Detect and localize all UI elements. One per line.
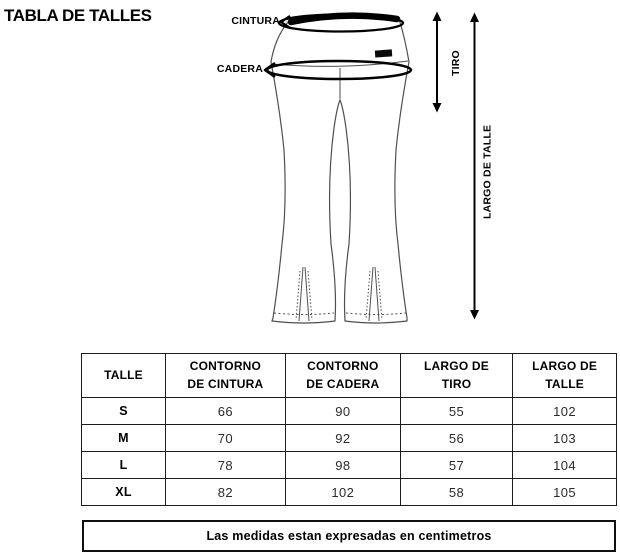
size-table [81,353,617,506]
cell-waist: 66 [165,398,285,425]
cell-rise: 56 [400,425,512,452]
header-line: DE CINTURA [187,376,264,391]
table-row-l [82,452,617,479]
header-line: TALLE [545,376,584,391]
cell-hip: 90 [285,398,400,425]
cell-waist: 82 [165,479,285,506]
cell-hip: 98 [285,452,400,479]
table-row-s [82,398,617,425]
header-line: LARGO DE [532,359,598,374]
cell-size: S [82,398,166,425]
length-label: LARGO DE TALLE [481,124,494,220]
cell-rise: 57 [400,452,512,479]
cell-length: 104 [513,452,617,479]
waist-label: CINTURA [231,15,280,27]
table-row-xl [82,479,617,506]
header-line: TALLE [104,367,143,382]
header-hip [285,354,400,398]
length-measure-arrow-icon [470,13,479,320]
cell-size: XL [82,479,166,506]
header-waist [165,354,285,398]
header-length [513,354,617,398]
cell-hip: 102 [285,479,400,506]
cell-length: 105 [513,479,617,506]
header-line: DE CADERA [306,376,380,391]
cell-rise: 58 [400,479,512,506]
table-row-m [82,425,617,452]
cell-waist: 70 [165,425,285,452]
header-size [82,354,166,398]
cell-length: 103 [513,425,617,452]
cell-size: M [82,425,166,452]
cell-waist: 78 [165,452,285,479]
cell-length: 102 [513,398,617,425]
units-note-text: Las medidas estan expresadas en centimetros [206,529,492,543]
brand-tag [375,49,392,57]
page-title: TABLA DE TALLES [4,6,152,25]
header-line: LARGO DE [424,359,489,374]
units-note-box [82,520,616,552]
header-line: TIRO [441,376,472,391]
header-line: CONTORNO [307,359,379,374]
hip-label: CADERA [216,63,263,75]
cell-hip: 92 [285,425,400,452]
cell-size: L [82,452,166,479]
header-rise [400,354,512,398]
rise-measure-arrow-icon [433,12,442,113]
rise-label: TIRO [449,50,462,76]
cell-rise: 55 [400,398,512,425]
table-header-row [82,354,617,398]
header-line: CONTORNO [189,359,262,374]
